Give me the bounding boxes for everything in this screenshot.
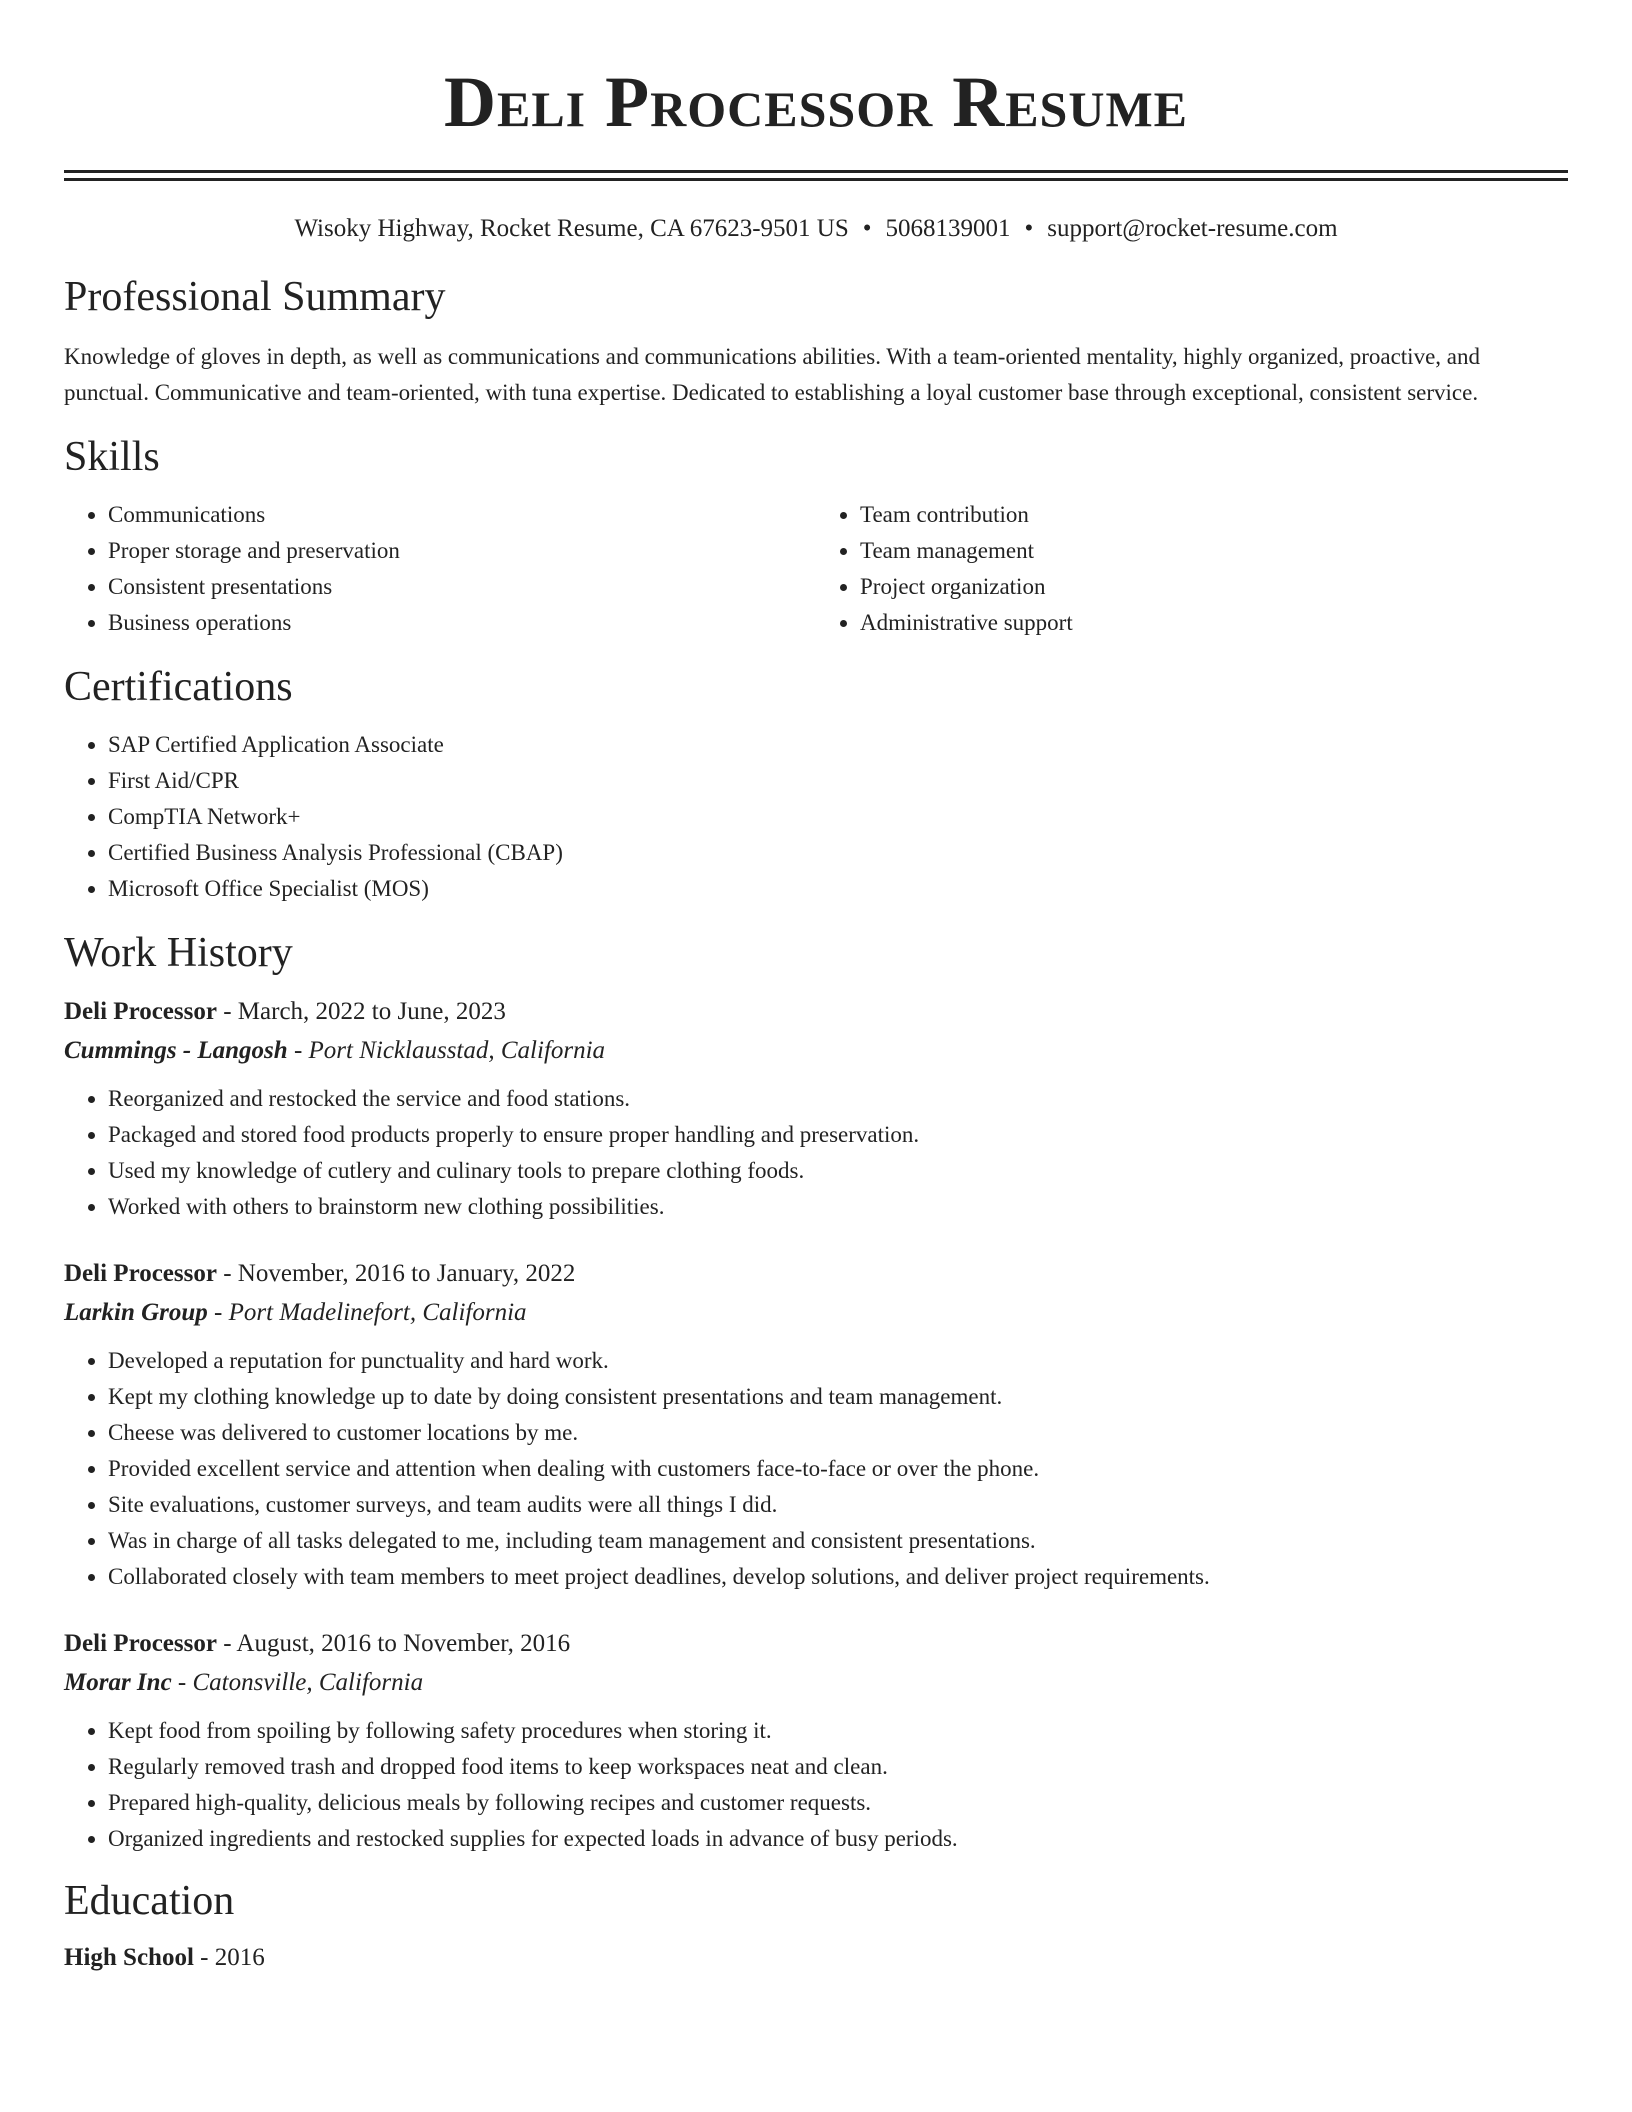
job-duty: • Packaged and stored food products properly to ensure proper handling and preservation.: [108, 1117, 1568, 1153]
contact-phone: 5068139001: [885, 215, 1011, 242]
section-heading-education: Education: [64, 1878, 235, 1924]
job-entry: [64, 993, 1568, 1225]
job-duty: • Was in charge of all tasks delegated to me, including team management and consistent presentations.: [108, 1523, 1568, 1559]
job-duty: • Developed a reputation for punctuality and hard work.: [108, 1343, 1568, 1379]
job-duty: • Provided excellent service and attention when dealing with customers face-to-face or over the phone.: [108, 1451, 1568, 1487]
section-heading-certifications: Certifications: [64, 664, 293, 710]
certification-item: • CompTIA Network+: [108, 799, 1568, 835]
section-heading-work-history: Work History: [64, 930, 293, 976]
job-company-line: [64, 1031, 1568, 1071]
contact-separator: •: [862, 215, 872, 242]
summary-section: [64, 273, 1568, 411]
skills-list-right: [816, 497, 1568, 641]
certifications-section: [64, 663, 1568, 907]
job-entry: [64, 1625, 1568, 1857]
job-header: [64, 1255, 1568, 1293]
job-duties: [64, 1081, 1568, 1225]
job-duties: [64, 1343, 1568, 1595]
skill-item: • Communications: [108, 497, 816, 533]
certification-item: • Certified Business Analysis Professional (CBAP): [108, 835, 1568, 871]
job-company-line: [64, 1663, 1568, 1703]
job-duty: • Kept my clothing knowledge up to date by doing consistent presentations and team management.: [108, 1379, 1568, 1415]
education-entry: [64, 1939, 1568, 1977]
job-dash: -: [223, 1260, 232, 1287]
job-dash: -: [214, 1299, 223, 1326]
skill-item: • Team management: [860, 533, 1568, 569]
section-heading-skills: Skills: [64, 434, 160, 480]
contact-separator: •: [1024, 215, 1034, 242]
job-duty: • Kept food from spoiling by following safety procedures when storing it.: [108, 1713, 1568, 1749]
education-dash: -: [200, 1944, 209, 1971]
education-section: [64, 1877, 1568, 1977]
education-degree: High School: [64, 1944, 194, 1971]
skill-item: • Proper storage and preservation: [108, 533, 816, 569]
job-entry: [64, 1255, 1568, 1595]
job-location: Port Madelinefort, California: [228, 1299, 527, 1326]
job-dash: -: [177, 1669, 187, 1696]
work-history-section: [64, 929, 1568, 1857]
job-duties: [64, 1713, 1568, 1857]
job-duty: • Reorganized and restocked the service and food stations.: [108, 1081, 1568, 1117]
job-header: [64, 1625, 1568, 1663]
job-title: Deli Processor: [64, 998, 217, 1025]
job-location: Port Nicklausstad, California: [308, 1037, 606, 1064]
job-duty: • Organized ingredients and restocked supplies for expected loads in advance of busy periods.: [108, 1821, 1568, 1857]
education-year: 2016: [214, 1944, 265, 1971]
certifications-list: [64, 727, 1568, 907]
skill-item: • Administrative support: [860, 605, 1568, 641]
job-duty: • Cheese was delivered to customer locations by me.: [108, 1415, 1568, 1451]
skills-section: [64, 433, 1568, 641]
job-dates: August, 2016 to November, 2016: [236, 1630, 571, 1657]
job-dash: -: [223, 998, 232, 1025]
job-duty: • Regularly removed trash and dropped food items to keep workspaces neat and clean.: [108, 1749, 1568, 1785]
certification-item: • Microsoft Office Specialist (MOS): [108, 871, 1568, 907]
job-title: Deli Processor: [64, 1260, 217, 1287]
job-duty: • Worked with others to brainstorm new clothing possibilities.: [108, 1189, 1568, 1225]
job-duty: • Used my knowledge of cutlery and culinary tools to prepare clothing foods.: [108, 1153, 1568, 1189]
section-heading-summary: Professional Summary: [64, 274, 446, 320]
job-header: [64, 993, 1568, 1031]
skills-grid: [64, 497, 1568, 641]
job-dash: -: [223, 1630, 232, 1657]
certification-item: • SAP Certified Application Associate: [108, 727, 1568, 763]
job-duty: • Prepared high-quality, delicious meals by following recipes and customer requests.: [108, 1785, 1568, 1821]
skill-item: • Project organization: [860, 569, 1568, 605]
job-company: Morar Inc: [64, 1669, 172, 1696]
skill-item: • Consistent presentations: [108, 569, 816, 605]
job-dates: March, 2022 to June, 2023: [237, 998, 506, 1025]
contact-line: [64, 213, 1568, 245]
resume-title: Deli Processor Resume: [443, 62, 1188, 142]
certification-item: • First Aid/CPR: [108, 763, 1568, 799]
job-company-line: [64, 1293, 1568, 1333]
skills-list-left: [64, 497, 816, 641]
job-duty: • Collaborated closely with team members to meet project deadlines, develop solutions, and deliver project requirements.: [108, 1559, 1568, 1595]
title-divider: [64, 170, 1568, 181]
contact-email: support@rocket-resume.com: [1047, 215, 1338, 242]
job-location: Catonsville, California: [192, 1669, 424, 1696]
job-title: Deli Processor: [64, 1630, 217, 1657]
job-company: Larkin Group: [64, 1299, 208, 1326]
contact-address: Wisoky Highway, Rocket Resume, CA 67623-9501 US: [294, 215, 849, 242]
skill-item: • Business operations: [108, 605, 816, 641]
skill-item: • Team contribution: [860, 497, 1568, 533]
job-dates: November, 2016 to January, 2022: [237, 1260, 576, 1287]
job-duty: • Site evaluations, customer surveys, and team audits were all things I did.: [108, 1487, 1568, 1523]
job-dash: -: [293, 1037, 303, 1064]
job-company: Cummings - Langosh: [64, 1037, 288, 1064]
summary-text: Knowledge of gloves in depth, as well as communications and communications abilities. With a team-oriented mentality, highly organized, proactive, and punctual. Communicative and team-oriented, with tuna expertise. Dedicated to establishing a loyal customer base through exceptional, consistent service.: [64, 344, 1480, 405]
